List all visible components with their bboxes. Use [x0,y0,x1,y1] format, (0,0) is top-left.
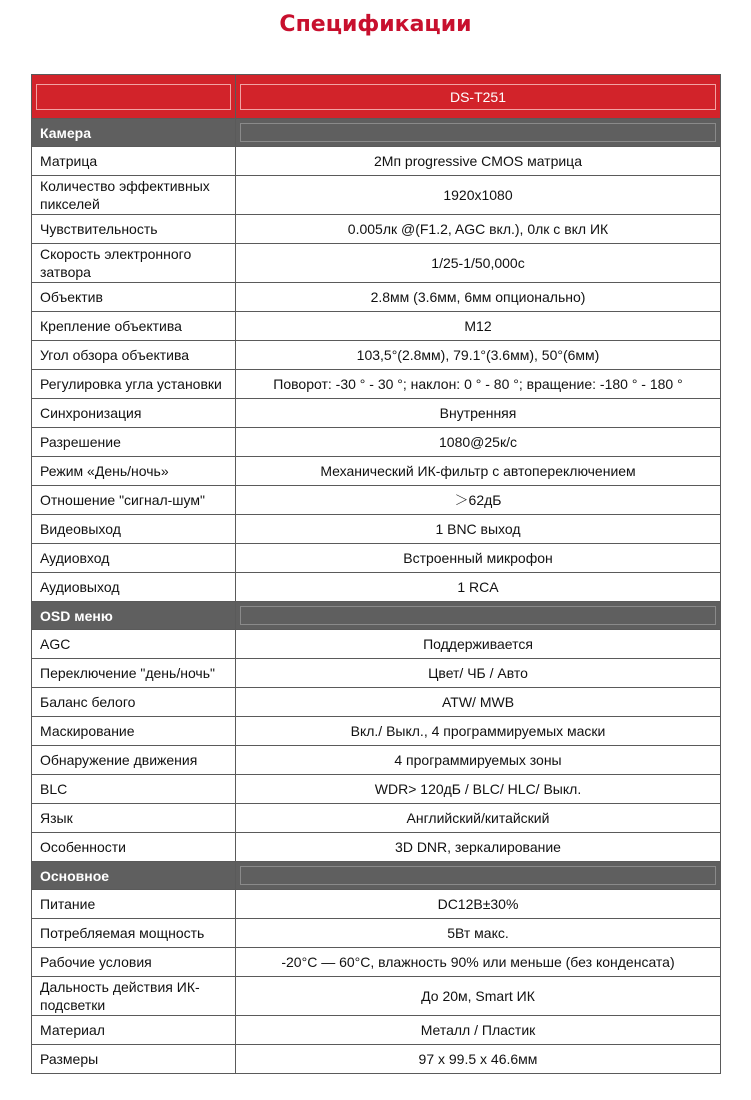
spec-label: Язык [32,804,236,833]
spec-label: Аудиовход [32,544,236,573]
table-row [32,312,721,341]
table-row [32,833,721,862]
spec-value: 5Вт макс. [236,919,721,948]
table-row [32,283,721,312]
spec-label: Видеовыход [32,515,236,544]
table-row [32,573,721,602]
spec-label: Дальность действия ИК-подсветки [32,977,236,1016]
table-row [32,341,721,370]
table-row [32,147,721,176]
section-filler-cell [236,862,721,890]
table-row [32,890,721,919]
table-row [32,244,721,283]
spec-label: Матрица [32,147,236,176]
spec-value: 1920x1080 [236,176,721,215]
spec-value: Вкл./ Выкл., 4 программируемых маски [236,717,721,746]
spec-value: Цвет/ ЧБ / Авто [236,659,721,688]
table-row [32,515,721,544]
spec-value: 1/25-1/50,000с [236,244,721,283]
section-title: OSD меню [32,602,236,630]
spec-label: Количество эффективных пикселей [32,176,236,215]
table-row [32,428,721,457]
spec-label: Баланс белого [32,688,236,717]
section-header-row [32,862,721,890]
section-header-row [32,602,721,630]
header-model-cell [236,75,721,119]
spec-value: -20°C — 60°C, влажность 90% или меньше (без конденсата) [236,948,721,977]
spec-value: Внутренняя [236,399,721,428]
spec-label: Материал [32,1016,236,1045]
table-row [32,630,721,659]
spec-value: 97 x 99.5 x 46.6мм [236,1045,721,1074]
section-header-row [32,119,721,147]
table-row [32,457,721,486]
table-row [32,659,721,688]
spec-label: Переключение "день/ночь" [32,659,236,688]
spec-label: Обнаружение движения [32,746,236,775]
table-row [32,1045,721,1074]
spec-value: 2.8мм (3.6мм, 6мм опционально) [236,283,721,312]
spec-label: Чувствительность [32,215,236,244]
table-row [32,948,721,977]
spec-value: Механический ИК-фильтр с автопереключением [236,457,721,486]
spec-label: Синхронизация [32,399,236,428]
spec-label: Режим «День/ночь» [32,457,236,486]
spec-label: Размеры [32,1045,236,1074]
spec-value: Английский/китайский [236,804,721,833]
section-title: Основное [32,862,236,890]
table-row [32,775,721,804]
spec-label: AGC [32,630,236,659]
section-title: Камера [32,119,236,147]
spec-label: Регулировка угла установки [32,370,236,399]
spec-label: Скорость электронного затвора [32,244,236,283]
table-row [32,370,721,399]
spec-label: Отношение "сигнал-шум" [32,486,236,515]
spec-label: Разрешение [32,428,236,457]
section-filler-cell [236,602,721,630]
table-header-row [32,75,721,119]
spec-value: 103,5°(2.8мм), 79.1°(3.6мм), 50°(6мм) [236,341,721,370]
spec-value: 1 RCA [236,573,721,602]
section-filler-cell [236,119,721,147]
spec-label: Маскирование [32,717,236,746]
table-row [32,804,721,833]
spec-value: Поддерживается [236,630,721,659]
table-row [32,919,721,948]
spec-value: До 20м, Smart ИК [236,977,721,1016]
spec-value: 3D DNR, зеркалирование [236,833,721,862]
header-label-cell [32,75,236,119]
table-row [32,717,721,746]
spec-value: 1080@25к/с [236,428,721,457]
spec-label: Питание [32,890,236,919]
table-row [32,399,721,428]
spec-value: ATW/ MWB [236,688,721,717]
spec-label: Потребляемая мощность [32,919,236,948]
spec-value: 4 программируемых зоны [236,746,721,775]
model-name: DS-T251 [240,84,716,110]
spec-label: BLC [32,775,236,804]
spec-label: Крепление объектива [32,312,236,341]
spec-label: Объектив [32,283,236,312]
spec-value: Поворот: -30 ° - 30 °; наклон: 0 ° - 80 °; вращение: -180 ° - 180 ° [236,370,721,399]
page-title: Спецификации [279,12,472,37]
spec-value: 0.005лк @(F1.2, AGC вкл.), 0лк с вкл ИК [236,215,721,244]
spec-value: M12 [236,312,721,341]
spec-label: Особенности [32,833,236,862]
spec-value: WDR> 120дБ / BLC/ HLC/ Выкл. [236,775,721,804]
spec-value: DC12В±30% [236,890,721,919]
spec-value: Встроенный микрофон [236,544,721,573]
spec-value: 1 BNC выход [236,515,721,544]
spec-label: Угол обзора объектива [32,341,236,370]
spec-value: Металл / Пластик [236,1016,721,1045]
table-row [32,176,721,215]
spec-value: ＞62дБ [236,486,721,515]
table-row [32,544,721,573]
spec-value: 2Мп progressive CMOS матрица [236,147,721,176]
table-row [32,977,721,1016]
spec-label: Аудиовыход [32,573,236,602]
table-row [32,688,721,717]
specifications-table [31,74,721,1074]
table-row [32,746,721,775]
table-row [32,486,721,515]
table-row [32,215,721,244]
table-row [32,1016,721,1045]
spec-label: Рабочие условия [32,948,236,977]
